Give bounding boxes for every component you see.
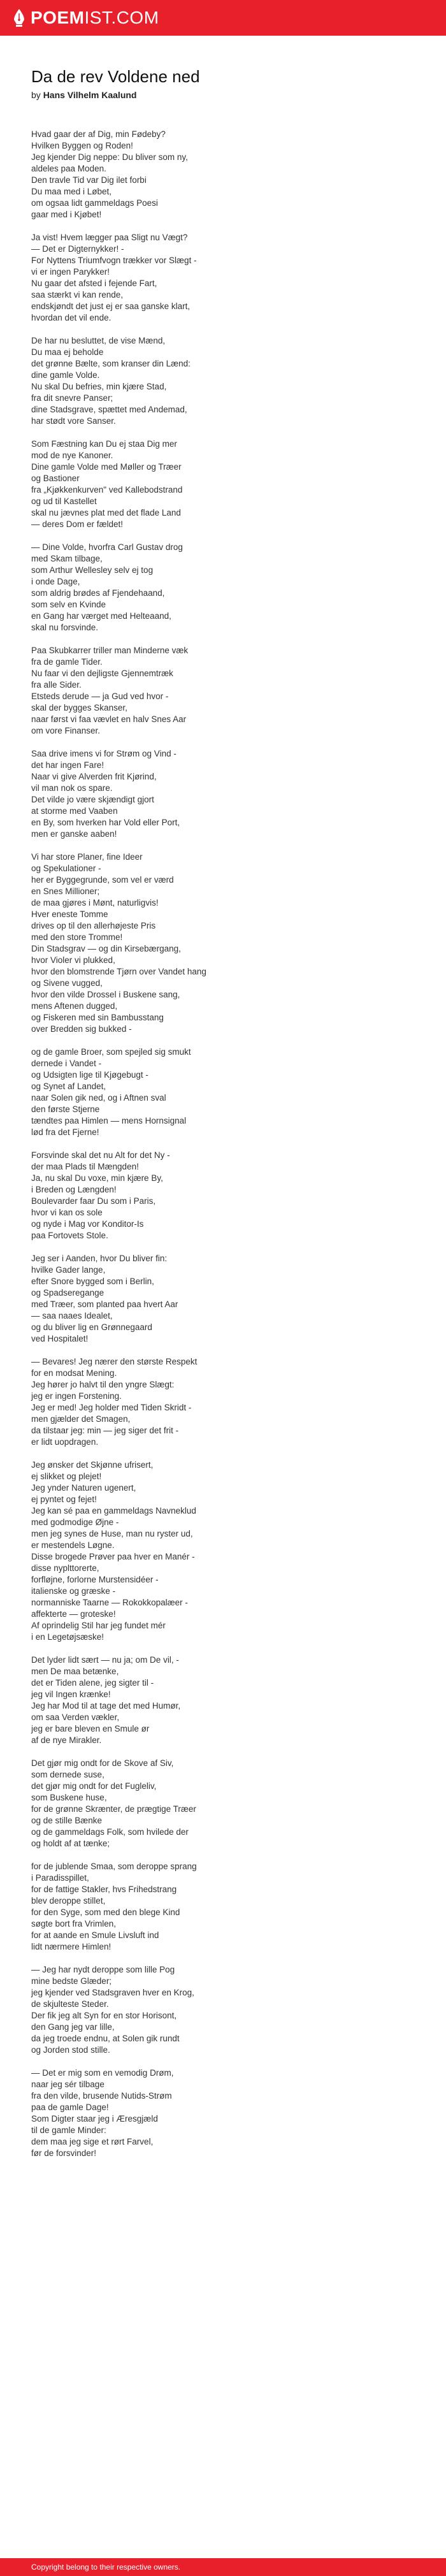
poem-line: fra dit snevre Panser; <box>31 393 113 403</box>
poem-line: en Gang har værget med Helteaand, <box>31 611 171 621</box>
poem-line: Jeg kjender Dig neppe: Du bliver som ny, <box>31 152 188 162</box>
byline-prefix: by <box>31 90 41 100</box>
poem-line: og de stille Bænke <box>31 1816 103 1825</box>
poem-line: det gjør mig ondt for det Fugleliv, <box>31 1781 157 1791</box>
poem-line: i onde Dage, <box>31 577 80 586</box>
poem-stanza <box>31 129 426 221</box>
poem-line: som aldrig brødes af Fjendehaand, <box>31 588 165 598</box>
poem-line: efter Snore bygged som i Berlin, <box>31 1277 154 1286</box>
poem-line: mod de nye Kanoner. <box>31 451 113 460</box>
poem-line: søgte bort fra Vrimlen, <box>31 1919 117 1928</box>
poem-stanza <box>31 645 426 737</box>
poem-line: og du bliver lig en Grønnegaard <box>31 1322 152 1332</box>
poem-line: jeg er bare bleven en Smule ør <box>31 1724 150 1733</box>
poem-line: jeg er ingen Forstening. <box>31 1391 122 1401</box>
poem-line: og ud til Kastellet <box>31 496 97 506</box>
poem-line: Nu skal Du befries, min kjære Stad, <box>31 382 167 391</box>
poem-line: og Spekulationer - <box>31 864 101 873</box>
poem-line: naar Solen gik ned, og i Aftnen sval <box>31 1093 166 1103</box>
poem-line: om saa Verden vækler, <box>31 1712 120 1722</box>
poem-line: naar jeg sér tilbage <box>31 2080 104 2089</box>
poem-line: Boulevarder faar Du som i Paris, <box>31 1196 156 1206</box>
poem-line: dine gamle Volde. <box>31 370 100 380</box>
poem-line: Jeg er med! Jeg holder med Tiden Skridt - <box>31 1403 192 1412</box>
poem-line: Ja vist! Hvem lægger paa Sligt nu Vægt? <box>31 233 188 242</box>
poem-line: dine Stadsgrave, spættet med Andemad, <box>31 405 187 414</box>
poem-line: mine bedste Glæder; <box>31 1976 112 1986</box>
site-logo-link[interactable] <box>13 6 159 30</box>
poem-line: da jeg troede endnu, at Solen gik rundt <box>31 2034 180 2043</box>
poem-line: fra den vilde, brusende Nutids-Strøm <box>31 2091 172 2101</box>
poem-line: men er ganske aaben! <box>31 829 117 839</box>
poem-line: saa stærkt vi kan rende, <box>31 290 124 300</box>
poem-line: naar først vi faa vævlet en halv Snes Aar <box>31 714 187 724</box>
poem-line: Som Fæstning kan Du ej staa Dig mer <box>31 439 177 449</box>
poem-line: vi er ingen Parykker! <box>31 267 110 277</box>
poem-line: hvordan det vil ende. <box>31 313 112 322</box>
poem-line: jeg kjender ved Stadsgraven hver en Krog, <box>31 1988 194 1997</box>
poem-stanza <box>31 851 426 1035</box>
poem-line: Din Stadsgrav — og din Kirsebærgang, <box>31 944 181 953</box>
poem-line: — Det er Digternykker! - <box>31 244 124 254</box>
poem-line: for at aande en Smule Livsluft ind <box>31 1930 159 1940</box>
poem-line: hvor Violer vi plukked, <box>31 955 115 965</box>
poem-line: den Gang jeg var lille, <box>31 2022 115 2032</box>
poem-line: affekterte — groteske! <box>31 1609 116 1619</box>
poem-line: Jeg har Mod til at tage det med Humør, <box>31 1701 181 1711</box>
poem-line: i Paradisspillet, <box>31 1873 89 1883</box>
poem-line: for de fattige Stakler, hvs Frihedstrang <box>31 1885 177 1894</box>
poem-line: — Det er mig som en vemodig Drøm, <box>31 2068 174 2078</box>
author-link[interactable]: Hans Vilhelm Kaalund <box>43 90 137 100</box>
poem-stanza <box>31 1356 426 1448</box>
poem-line: den første Stjerne <box>31 1104 100 1114</box>
poem-line: men gjælder det Smagen, <box>31 1414 131 1424</box>
poem-line: for de grønne Skrænter, de prægtige Træer <box>31 1804 196 1814</box>
poem-line: i Breden og Længden! <box>31 1185 117 1194</box>
poem-line: jeg vil Ingen krænke! <box>31 1690 111 1699</box>
poem-line: Du maa ej beholde <box>31 347 104 357</box>
poem-line: Det gjør mig ondt for de Skove af Siv, <box>31 1758 174 1768</box>
poem-line: det har ingen Fare! <box>31 760 104 770</box>
poem-line: — Jeg har nydt deroppe som lille Pog <box>31 1965 175 1974</box>
poem-line: før de forsvinder! <box>31 2148 97 2158</box>
poem-line: hvilke Gader lange, <box>31 1265 106 1275</box>
poem-line: lidt nærmere Himlen! <box>31 1942 112 1951</box>
poem-line: ved Hospitalet! <box>31 1334 89 1343</box>
poem-line: hvor den vilde Drossel i Buskene sang, <box>31 990 180 999</box>
poem-stanza <box>31 1758 426 1849</box>
poem-line: Det vilde jo være skjændigt gjort <box>31 795 154 804</box>
poem-line: med Træer, som planted paa hvert Aar <box>31 1299 178 1309</box>
poem-line: — saa naaes Idealet, <box>31 1311 113 1321</box>
poem-line: ej pyntet og fejet! <box>31 1494 97 1504</box>
poem-line: for en modsat Mening. <box>31 1368 117 1378</box>
poem-line: mens Aftenen dugged, <box>31 1001 118 1011</box>
poem-line: aldeles paa Moden. <box>31 164 106 173</box>
poem-line: — Bevares! Jeg nærer den største Respekt <box>31 1357 198 1366</box>
poem-line: af de nye Mirakler. <box>31 1735 102 1745</box>
poem-line: Jeg kan sé paa en gammeldags Navneklud <box>31 1506 196 1516</box>
poem-line: Etsteds derude — ja Gud ved hvor - <box>31 691 169 701</box>
copyright-text: Copyright belong to their respective owners. <box>31 2563 181 2572</box>
poem-line: Nu gaar det afsted i fejende Fart, <box>31 279 157 288</box>
poem-line: og holdt af at tænke; <box>31 1839 110 1848</box>
poem-line: de maa gjøres i Mønt, naturligvis! <box>31 898 159 908</box>
poem-line: hvor den blomstrende Tjørn over Vandet hang <box>31 967 206 976</box>
poem-line: der maa Plads til Mængden! <box>31 1162 139 1171</box>
poem-line: Af oprindelig Stil har jeg fundet mér <box>31 1621 166 1630</box>
poem-line: har stødt vore Sanser. <box>31 416 116 426</box>
byline <box>31 89 426 101</box>
poem-line: og Spadseregange <box>31 1288 104 1298</box>
poem-line: som dernede suse, <box>31 1770 104 1779</box>
poem-line: i en Legetøjsæske! <box>31 1632 104 1642</box>
poem-line: Hvad gaar der af Dig, min Fødeby? <box>31 129 166 139</box>
poem-line: Hvilken Byggen og Roden! <box>31 141 133 150</box>
poem-line: skal nu forsvinde. <box>31 623 99 632</box>
poem-line: om vore Finanser. <box>31 726 101 735</box>
poem-line: Der fik jeg alt Syn for en stor Horisont, <box>31 2011 177 2020</box>
poem-stanza <box>31 1654 426 1746</box>
site-footer <box>0 2558 446 2576</box>
poem-line: Dine gamle Volde med Møller og Træer <box>31 462 182 472</box>
poem-line: italienske og græske - <box>31 1586 116 1596</box>
poem-line: og Jorden stod stille. <box>31 2045 110 2055</box>
poem-line: er lidt uopdragen. <box>31 1437 99 1447</box>
poem-line: med Skam tilbage, <box>31 554 103 563</box>
poem-line: en By, som hverken har Vold eller Port, <box>31 818 180 827</box>
poem-stanza <box>31 1046 426 1138</box>
poem-line: det grønne Bælte, som kranser din Lænd: <box>31 359 191 368</box>
poem-line: og de gammeldags Folk, som hvilede der <box>31 1827 189 1837</box>
poem-line: Jeg ønsker det Skjønne ufrisert, <box>31 1460 154 1470</box>
poem-line: dem maa jeg sige et rørt Farvel, <box>31 2137 154 2146</box>
poem-line: drives op til den allerhøjeste Pris <box>31 921 156 930</box>
poem-line: For Nyttens Triumfvogn trækker vor Slægt - <box>31 256 197 265</box>
poem-line: disse nyplttorerte, <box>31 1563 99 1573</box>
poem-line: og Udsigten lige til Kjøgebugt - <box>31 1070 148 1080</box>
poem-line: Saa drive imens vi for Strøm og Vind - <box>31 749 176 758</box>
poem-line: om ogsaa lidt gammeldags Poesi <box>31 198 158 208</box>
poem-line: paa de gamle Dage! <box>31 2102 109 2112</box>
poem-line: Vi har store Planer, fine Ideer <box>31 852 143 862</box>
poem-line: skal nu jævnes plat med det flade Land <box>31 508 181 517</box>
poem-line: Jeg ynder Naturen ugenert, <box>31 1483 136 1493</box>
poem-stanza <box>31 2067 426 2159</box>
poem-line: med den store Tromme! <box>31 932 123 942</box>
poem-line: som Arthur Wellesley selv ej tog <box>31 565 154 575</box>
poem-line: Disse brogede Prøver paa hver en Manér - <box>31 1552 195 1561</box>
poem-line: forfløjne, forlorne Murstensidéer - <box>31 1575 159 1584</box>
poem-line: tændtes paa Himlen — mens Hornsignal <box>31 1116 187 1125</box>
poem-article <box>31 66 426 2171</box>
poem-line: Den travle Tid var Dig ilet forbi <box>31 175 147 185</box>
poem-line: normanniske Taarne — Rokokkopalæer - <box>31 1598 188 1607</box>
poem-line: Du maa med i Løbet, <box>31 187 112 196</box>
poem-line: dernede i Vandet - <box>31 1059 102 1068</box>
poem-stanza <box>31 542 426 633</box>
pen-nib-icon <box>13 8 25 27</box>
poem-line: Jeg hører jo halvt til den yngre Slægt: <box>31 1380 175 1389</box>
poem-line: — Dine Volde, hvorfra Carl Gustav drog <box>31 542 183 552</box>
poem-line: endskjøndt det just ej er saa ganske klart, <box>31 301 191 311</box>
poem-stanza <box>31 232 426 324</box>
poem-line: fra de gamle Tider. <box>31 657 103 667</box>
poem-line: paa Fortovets Stole. <box>31 1231 108 1240</box>
poem-line: her er Byggegrunde, som vel er værd <box>31 875 174 885</box>
poem-stanza <box>31 1861 426 1953</box>
poem-body <box>31 129 426 2159</box>
poem-stanza <box>31 1964 426 2056</box>
poem-line: Hver eneste Tomme <box>31 909 108 919</box>
poem-line: og de gamle Broer, som spejled sig smukt <box>31 1047 191 1057</box>
brand-name: POEMIST.COM <box>31 8 159 27</box>
poem-line: og Bastioner <box>31 474 80 483</box>
poem-title: Da de rev Voldene ned <box>31 67 200 86</box>
poem-line: men jeg synes de Huse, man nu ryster ud, <box>31 1529 193 1538</box>
poem-stanza <box>31 335 426 427</box>
poem-line: Som Digter staar jeg i Æresgjæld <box>31 2114 158 2124</box>
poem-stanza <box>31 1150 426 1241</box>
poem-line: gaar med i Kjøbet! <box>31 210 102 219</box>
poem-line: ej slikket og plejet! <box>31 1472 102 1481</box>
poem-line: blev deroppe stillet, <box>31 1896 106 1906</box>
poem-line: og Sivene vugged, <box>31 978 103 988</box>
poem-line: lød fra det Fjerne! <box>31 1127 99 1137</box>
poem-line: til de gamle Minder: <box>31 2125 106 2135</box>
poem-line: som Buskene huse, <box>31 1793 107 1802</box>
poem-line: men De maa betænke, <box>31 1667 119 1676</box>
poem-line: som selv en Kvinde <box>31 600 106 609</box>
poem-line: er mestendels Løgne. <box>31 1540 115 1550</box>
poem-line: fra alle Sider. <box>31 680 82 690</box>
poem-line: Forsvinde skal det nu Alt for det Ny - <box>31 1150 170 1160</box>
poem-line: Nu faar vi den dejligste Gjennemtræk <box>31 669 173 678</box>
poem-line: Ja, nu skal Du voxe, min kjære By, <box>31 1173 163 1183</box>
poem-line: og Fiskeren med sin Bambusstang <box>31 1013 164 1022</box>
poem-line: hvor vi kan os sole <box>31 1208 103 1217</box>
poem-line: det er Tiden alene, jeg sigter til - <box>31 1678 154 1688</box>
poem-line: for de jublende Smaa, som deroppe sprang <box>31 1862 197 1871</box>
poem-line: for den Syge, som med den blege Kind <box>31 1907 180 1917</box>
poem-line: og Synet af Landet, <box>31 1082 106 1091</box>
poem-line: vil man nok os spare. <box>31 783 113 793</box>
poem-line: Naar vi give Alverden frit Kjørind, <box>31 772 157 781</box>
poem-line: de skjulteste Steder. <box>31 1999 109 2009</box>
poem-line: De har nu besluttet, de vise Mænd, <box>31 336 166 345</box>
poem-line: fra „Kjøkkenkurven" ved Kallebodstrand <box>31 485 183 495</box>
poem-line: da tilstaar jeg: min — jeg siger det frit - <box>31 1426 179 1435</box>
poem-line: en Snes Millioner; <box>31 886 100 896</box>
poem-line: at storme med Vaaben <box>31 806 118 816</box>
poem-line: og nyde i Mag vor Konditor-Is <box>31 1219 144 1229</box>
poem-line: med godmodige Øjne - <box>31 1517 119 1527</box>
poem-stanza <box>31 1459 426 1643</box>
poem-line: Jeg ser i Aanden, hvor Du bliver fin: <box>31 1254 168 1263</box>
poem-line: Det lyder lidt sært — nu ja; om De vil, - <box>31 1655 179 1665</box>
poem-stanza <box>31 438 426 530</box>
poem-line: skal der bygges Skanser, <box>31 703 127 713</box>
poem-stanza <box>31 748 426 840</box>
poem-line: Paa Skubkarrer triller man Minderne væk <box>31 646 189 655</box>
poem-stanza <box>31 1253 426 1345</box>
poem-line: — deres Dom er fældet! <box>31 519 124 529</box>
site-header <box>0 0 446 36</box>
poem-line: over Bredden sig bukked - <box>31 1024 132 1034</box>
